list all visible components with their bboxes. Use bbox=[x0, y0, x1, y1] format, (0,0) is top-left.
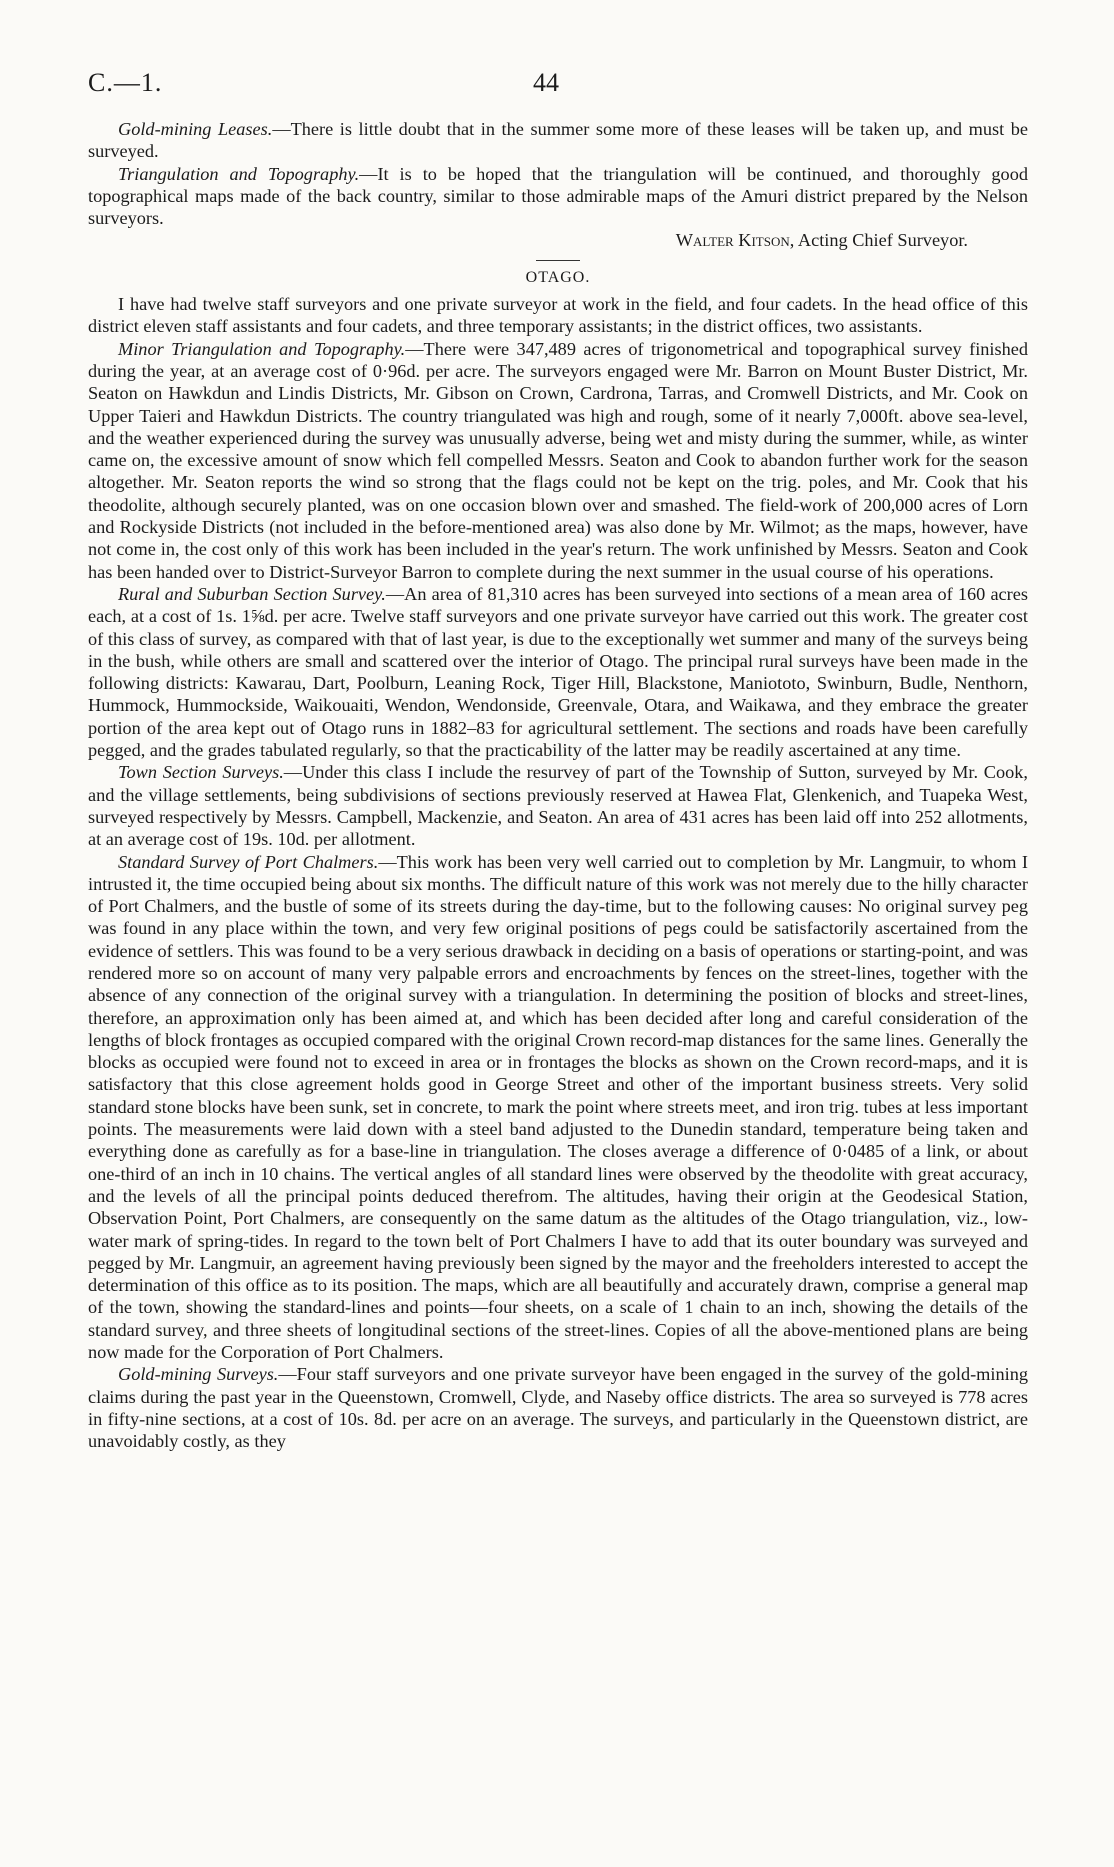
paragraph-minor-triangulation bbox=[88, 338, 1028, 583]
paragraph-text: —There is little doubt that in the summer some more of these leases will be taken up, and must be surveyed. bbox=[88, 119, 1028, 162]
paragraph-rural-survey bbox=[88, 583, 1028, 761]
paragraph-text: —There were 347,489 acres of trigonometrical and topographical survey finished during the year, at an average cost of 0·96d. per acre. The surveyors engaged were Mr. Barron on Mount Buster District, Mr. Seaton on Hawkdun and Lindis Districts, Mr. Gibson on Crown, Cardrona, Tarras, and Cromwell Districts, and Mr. Cook on Upper Taieri and Hawkdun Districts. The country triangulated was high and rough, some of it nearly 7,000ft. above sea-level, and the weather experienced during the survey was unusually adverse, being wet and misty during the summer, while, as winter came on, the excessive amount of snow which fell compelled Messrs. Seaton and Cook to abandon further work for the season altogether. Mr. Seaton reports the wind so strong that the flags could not be kept on the trig. poles, and Mr. Cook that his theodolite, although securely planted, was on one occasion blown over and smashed. The field-work of 200,000 acres of Lorn and Rockyside Districts (not included in the before-mentioned area) was also done by Mr. Wilmot; as the maps, however, have not come in, the cost only of this work has been included in the year's return. The work unfinished by Messrs. Seaton and Cook has been handed over to District-Surveyor Barron to complete during the next summer in the usual course of his operations. bbox=[88, 338, 1029, 582]
paragraph-gold-mining-leases bbox=[88, 118, 1028, 163]
signature-name: Walter Kitson bbox=[675, 230, 790, 251]
paragraph-heading: Gold-mining Surveys. bbox=[118, 1364, 279, 1385]
paragraph-text: —Four staff surveyors and one private surveyor have been engaged in the survey of the gold-mining claims during the past year in the Queenstown, Cromwell, Clyde, and Naseby office districts. The area so surveyed is 778 acres in fifty-nine sections, at a cost of 10s. 8d. per acre on an average. The surveys, and particularly in the Queenstown district, are unavoidably costly, as they bbox=[88, 1364, 1028, 1452]
signature bbox=[88, 229, 1028, 251]
section-title-otago: OTAGO. bbox=[525, 268, 591, 286]
paragraph-gold-mining-surveys bbox=[88, 1363, 1028, 1452]
paragraph-heading: Town Section Surveys. bbox=[118, 762, 284, 783]
document-reference: C.—1. bbox=[88, 68, 163, 97]
paragraph-text: —An area of 81,310 acres has been surveyed into sections of a mean area of 160 acres each, at a cost of 1s. 1⅝d. per acre. Twelve staff surveyors and one private surveyor have carried out this work. The greater cost of this class of survey, as compared with that of last year, is due to the exceptionally wet summer and many of the surveys being in the bush, while others are small and scattered over the interior of Otago. The principal rural surveys have been made in the following districts: Kawarau, Dart, Poolburn, Leaning Rock, Tiger Hill, Blackstone, Maniototo, Swinburn, Budle, Nenthorn, Hummock, Hummockside, Waikouaiti, Wendon, Wendonside, Greenvale, Otara, and Waikawa, and they embrace the greater portion of the area kept out of Otago runs in 1882–83 for agricultural settlement. The sections and roads have been carefully pegged, and the grades tabulated regularly, so that the practicability of the latter may be readily ascertained at any time. bbox=[88, 583, 1028, 761]
paragraph-heading: Rural and Suburban Section Survey. bbox=[118, 583, 386, 604]
paragraph-text: —Under this class I include the resurvey of part of the Township of Sutton, surveyed by Mr. Cook, and the village settlements, being subdivisions of sections previously reserved at Hawea Flat, Glenkenich, and Tuapeka West, surveyed respectively by Messrs. Campbell, Mackenzie, and Seaton. An area of 431 acres has been laid off into 252 allotments, at an average cost of 19s. 10d. per allotment. bbox=[88, 762, 1028, 850]
paragraph-town-survey bbox=[88, 761, 1028, 850]
paragraph-otago-intro: I have had twelve staff surveyors and one private surveyor at work in the field, and four cadets. In the head office of this district eleven staff assistants and four cadets, and three temporary assistants; in the district offices, two assistants. bbox=[88, 294, 1028, 337]
section-divider bbox=[536, 260, 580, 261]
paragraph-text: —This work has been very well carried out to completion by Mr. Langmuir, to whom I intrusted it, the time occupied being about six months. The difficult nature of this work was not merely due to the hilly character of Port Chalmers, and the bustle of some of its streets during the day-time, but to the following causes: No original survey peg was found in any place within the town, and very few original positions of pegs could be satisfactorily ascertained from the evidence of settlers. This was found to be a very serious drawback in deciding on a basis of operations or starting-point, and was rendered more so on account of many very palpable errors and encroachments by fences on the street-lines, together with the absence of any connection of the original survey with a triangulation. In determining the position of blocks and street-lines, therefore, an approximation only has been aimed at, and which has been decided after long and careful consideration of the lengths of block frontages as occupied compared with the original Crown record-map distances for the same lines. Generally the blocks as occupied were found not to exceed in area or in frontages the blocks as shown on the Crown record-maps, and it is satisfactory that this close agreement holds good in George Street and other of the important business streets. Very solid standard stone blocks have been sunk, set in concrete, to mark the point where streets meet, and iron trig. tubes at less important points. The measurements were laid down with a steel band adjusted to the Dunedin standard, temperature being taken and everything done as carefully as for a base-line in triangulation. The closes average a difference of 0·0485 of a link, or about one-third of an inch in 10 chains. The vertical angles of all standard lines were observed by the theodolite with great accuracy, and the levels of all the principal points deduced therefrom. The altitudes, having their origin at the Geodesical Station, Observation Point, Port Chalmers, are consequently on the same datum as the altitudes of the Otago triangulation, viz., low-water mark of spring-tides. In regard to the town belt of Port Chalmers I have to add that its outer boundary was surveyed and pegged by Mr. Langmuir, an agreement having previously been signed by the mayor and the freeholders interested to accept the determination of this office as to its position. The maps, which are all beautifully and accurately drawn, comprise a general map of the town, showing the standard-lines and points—four sheets, on a scale of 1 chain to an inch, showing the details of the standard survey, and three sheets of longitudinal sections of the street-lines. Copies of all the above-mentioned plans are being now made for the Corporation of Port Chalmers. bbox=[88, 851, 1028, 1363]
paragraph-triangulation bbox=[88, 163, 1028, 230]
paragraph-text: —It is to be hoped that the triangulation will be continued, and thoroughly good topographical maps made of the back country, similar to those admirable maps of the Amuri district prepared by the Nelson surveyors. bbox=[88, 163, 1028, 229]
paragraph-port-chalmers bbox=[88, 851, 1028, 1364]
body-text bbox=[88, 118, 1028, 1453]
page-number: 44 bbox=[533, 68, 559, 97]
paragraph-heading: Minor Triangulation and Topography. bbox=[118, 338, 406, 359]
running-head bbox=[88, 68, 1028, 104]
paragraph-heading: Standard Survey of Port Chalmers. bbox=[118, 851, 379, 872]
paragraph-heading: Gold-mining Leases. bbox=[118, 119, 273, 139]
document-page bbox=[88, 68, 1028, 1453]
paragraph-heading: Triangulation and Topography. bbox=[118, 163, 360, 184]
signature-title: , Acting Chief Surveyor. bbox=[789, 230, 968, 251]
